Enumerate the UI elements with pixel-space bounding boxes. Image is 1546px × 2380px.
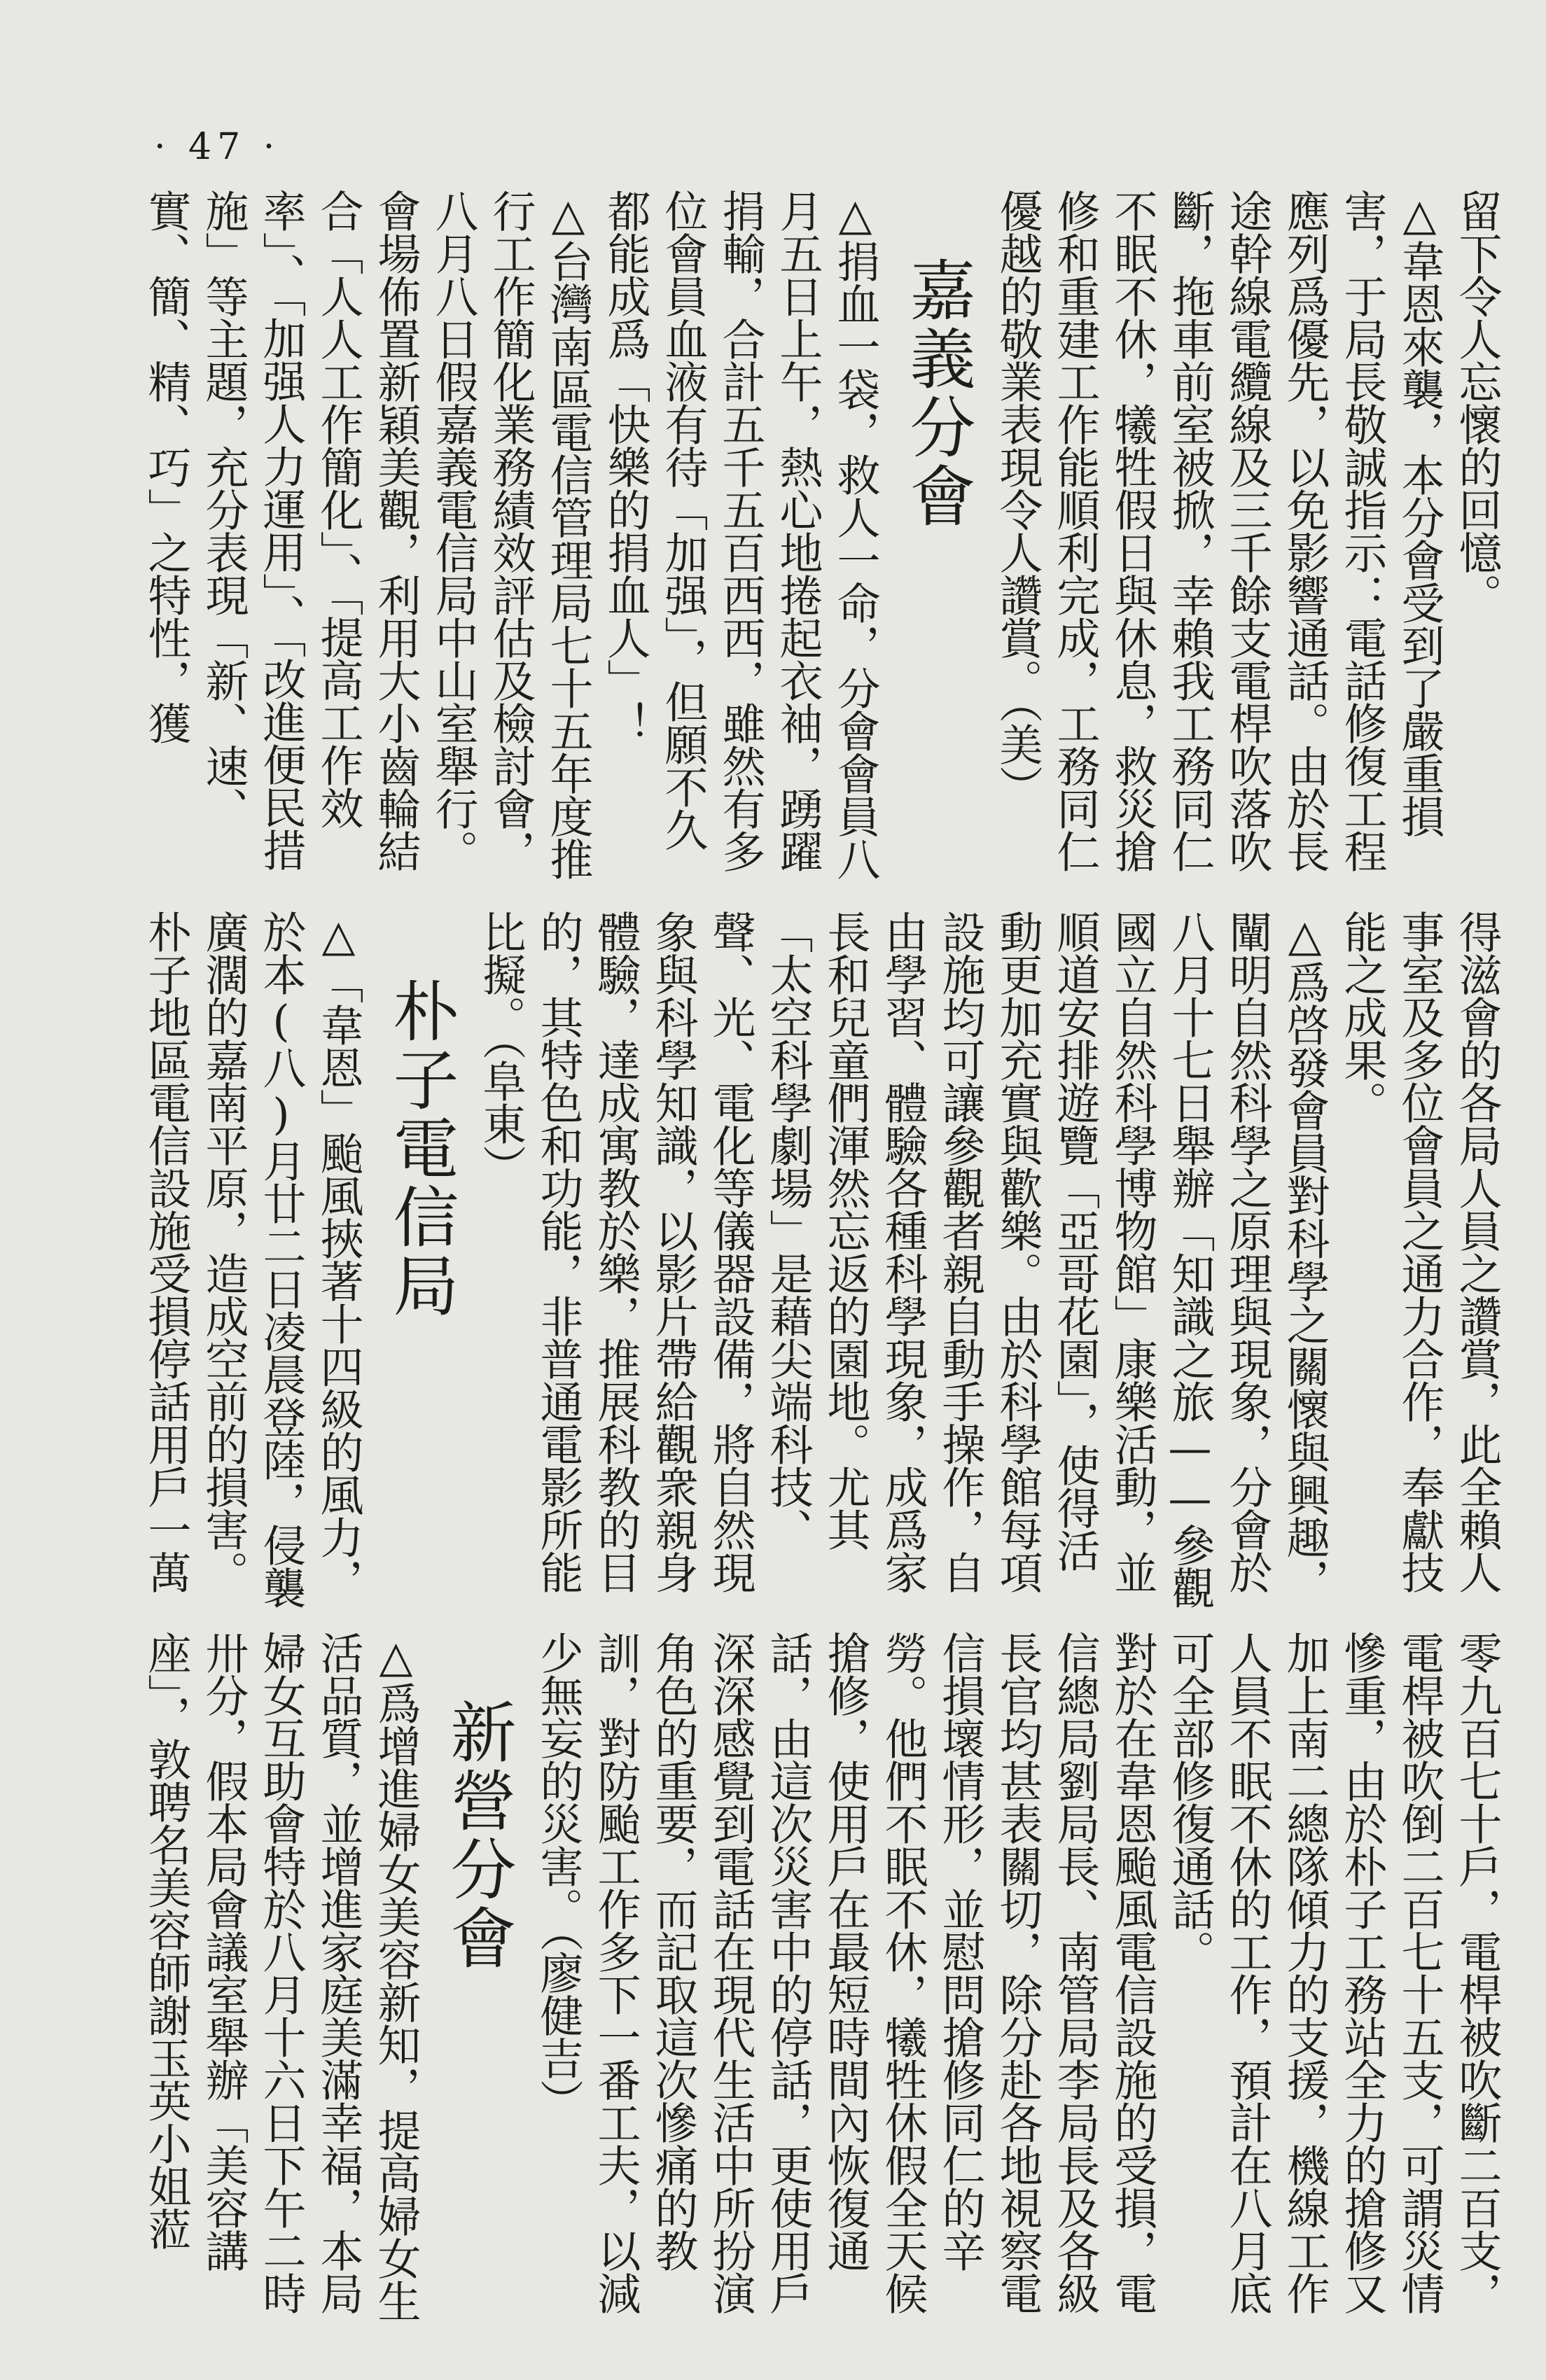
section-heading-puzi: 朴子電信局: [382, 977, 458, 1320]
section-heading-xinying: 新營分會: [439, 1698, 515, 1973]
paragraph: △「韋恩」颱風挾著十四級的風力，於本(八)月廿二日凌晨登陸，侵襲廣濶的嘉南平原，造成空前的損害。朴子地區電信設施受損停話用戶一萬: [141, 910, 364, 1609]
page-number: · 47 ·: [154, 126, 281, 168]
paragraph: 得滋會的各局人員之讚賞，此全賴人事室及多位會員之通力合作，奉獻技能之成果。: [1337, 910, 1503, 1593]
paragraph: △捐血一袋，救人一命，分會會員八月五日上午，熱心地捲起衣袖，踴躍捐輸，合計五千五百西西，雖然有多位會員血液有待「加强」，但願不久都能成爲「快樂的捐血人」！: [600, 189, 881, 880]
paragraph: 留下令人忘懷的回憶。: [1451, 189, 1503, 616]
section-heading-chiayi: 嘉義分會: [898, 256, 975, 531]
paragraph: △爲啓發會員對科學之關懷與興趣，闡明自然科學之原理與現象，分會於八月十七日舉辦「知識之旅——參觀國立自然科學博物館」康樂活動，並順道安排遊覽「亞哥花園」，使得活動更加充實與歡樂。由於科學館每項設施均可讓參觀者親自動手操作，自由學習、體驗各種科學現象，成爲家長和兒童們渾然忘返的園地。尤其「太空科學劇場」是藉尖端科技、聲、光、電化等儀器設備，將自然現象與科學知識，以影片帶給觀衆親身體驗，達成寓教於樂，推展科教的目的，其特色和功能，非普通電影所能比擬。（阜東）: [475, 910, 1330, 1609]
text-band-middle: [141, 910, 1505, 1610]
paragraph: △爲增進婦女美容新知，提高婦女生活品質，並增進家庭美滿幸福，本局婦女互助會特於八月十六日下午二時卅分，假本局會議室舉辦「美容講座」，敦聘名美容師謝玉英小姐蒞: [141, 1631, 422, 2322]
paragraph: △韋恩來襲，本分會受到了嚴重損害，于局長敬誠指示：電話修復工程應列爲優先，以免影響通話。由於長途幹線電纜線及三千餘支電桿吹落吹斷，拖車前室被掀，幸賴我工務同仁不眠不休，犧牲假日與休息，救災搶修和重建工作能順利完成，工務同仁優越的敬業表現令人讚賞。（美）: [992, 189, 1445, 872]
paragraph: △台灣南區電信管理局七十五年度推行工作簡化業務績效評估及檢討會，八月八日假嘉義電信局中山室舉行。會場佈置新穎美觀，利用大小齒輪結合「人人工作簡化」、「提高工作效率」、「加强人力運用」、「改進便民措施」等主題，充分表現「新、速、實、簡、精、巧」之特性，獲: [141, 189, 594, 880]
paragraph: 對於在韋恩颱風電信設施的受損，電信總局劉局長、南管局李局長及各級長官均甚表關切，除分赴各地視察電信損壞情形，並慰問搶修同仁的辛勞。他們不眠不休，犧牲休假全天候搶修，使用戶在最短時間內恢復通話，由這次災害中的停話，更使用戶深深感覺到電話在現代生活中所扮演角色的重要，而記取這次慘痛的教訓，對防颱工作多下一番工夫，以減少無妄的災害。（廖健吉）: [533, 1631, 1158, 2314]
text-band-top: [141, 189, 1505, 889]
paragraph: 零九百七十戶，電桿被吹斷二百支，電桿被吹倒二百七十五支，可謂災情慘重，由於朴子工務站全力的搶修又加上南二總隊傾力的支援，機線工作人員不眠不休的工作，預計在八月底可全部修復通話。: [1164, 1631, 1503, 2314]
text-band-bottom: [141, 1631, 1505, 2331]
